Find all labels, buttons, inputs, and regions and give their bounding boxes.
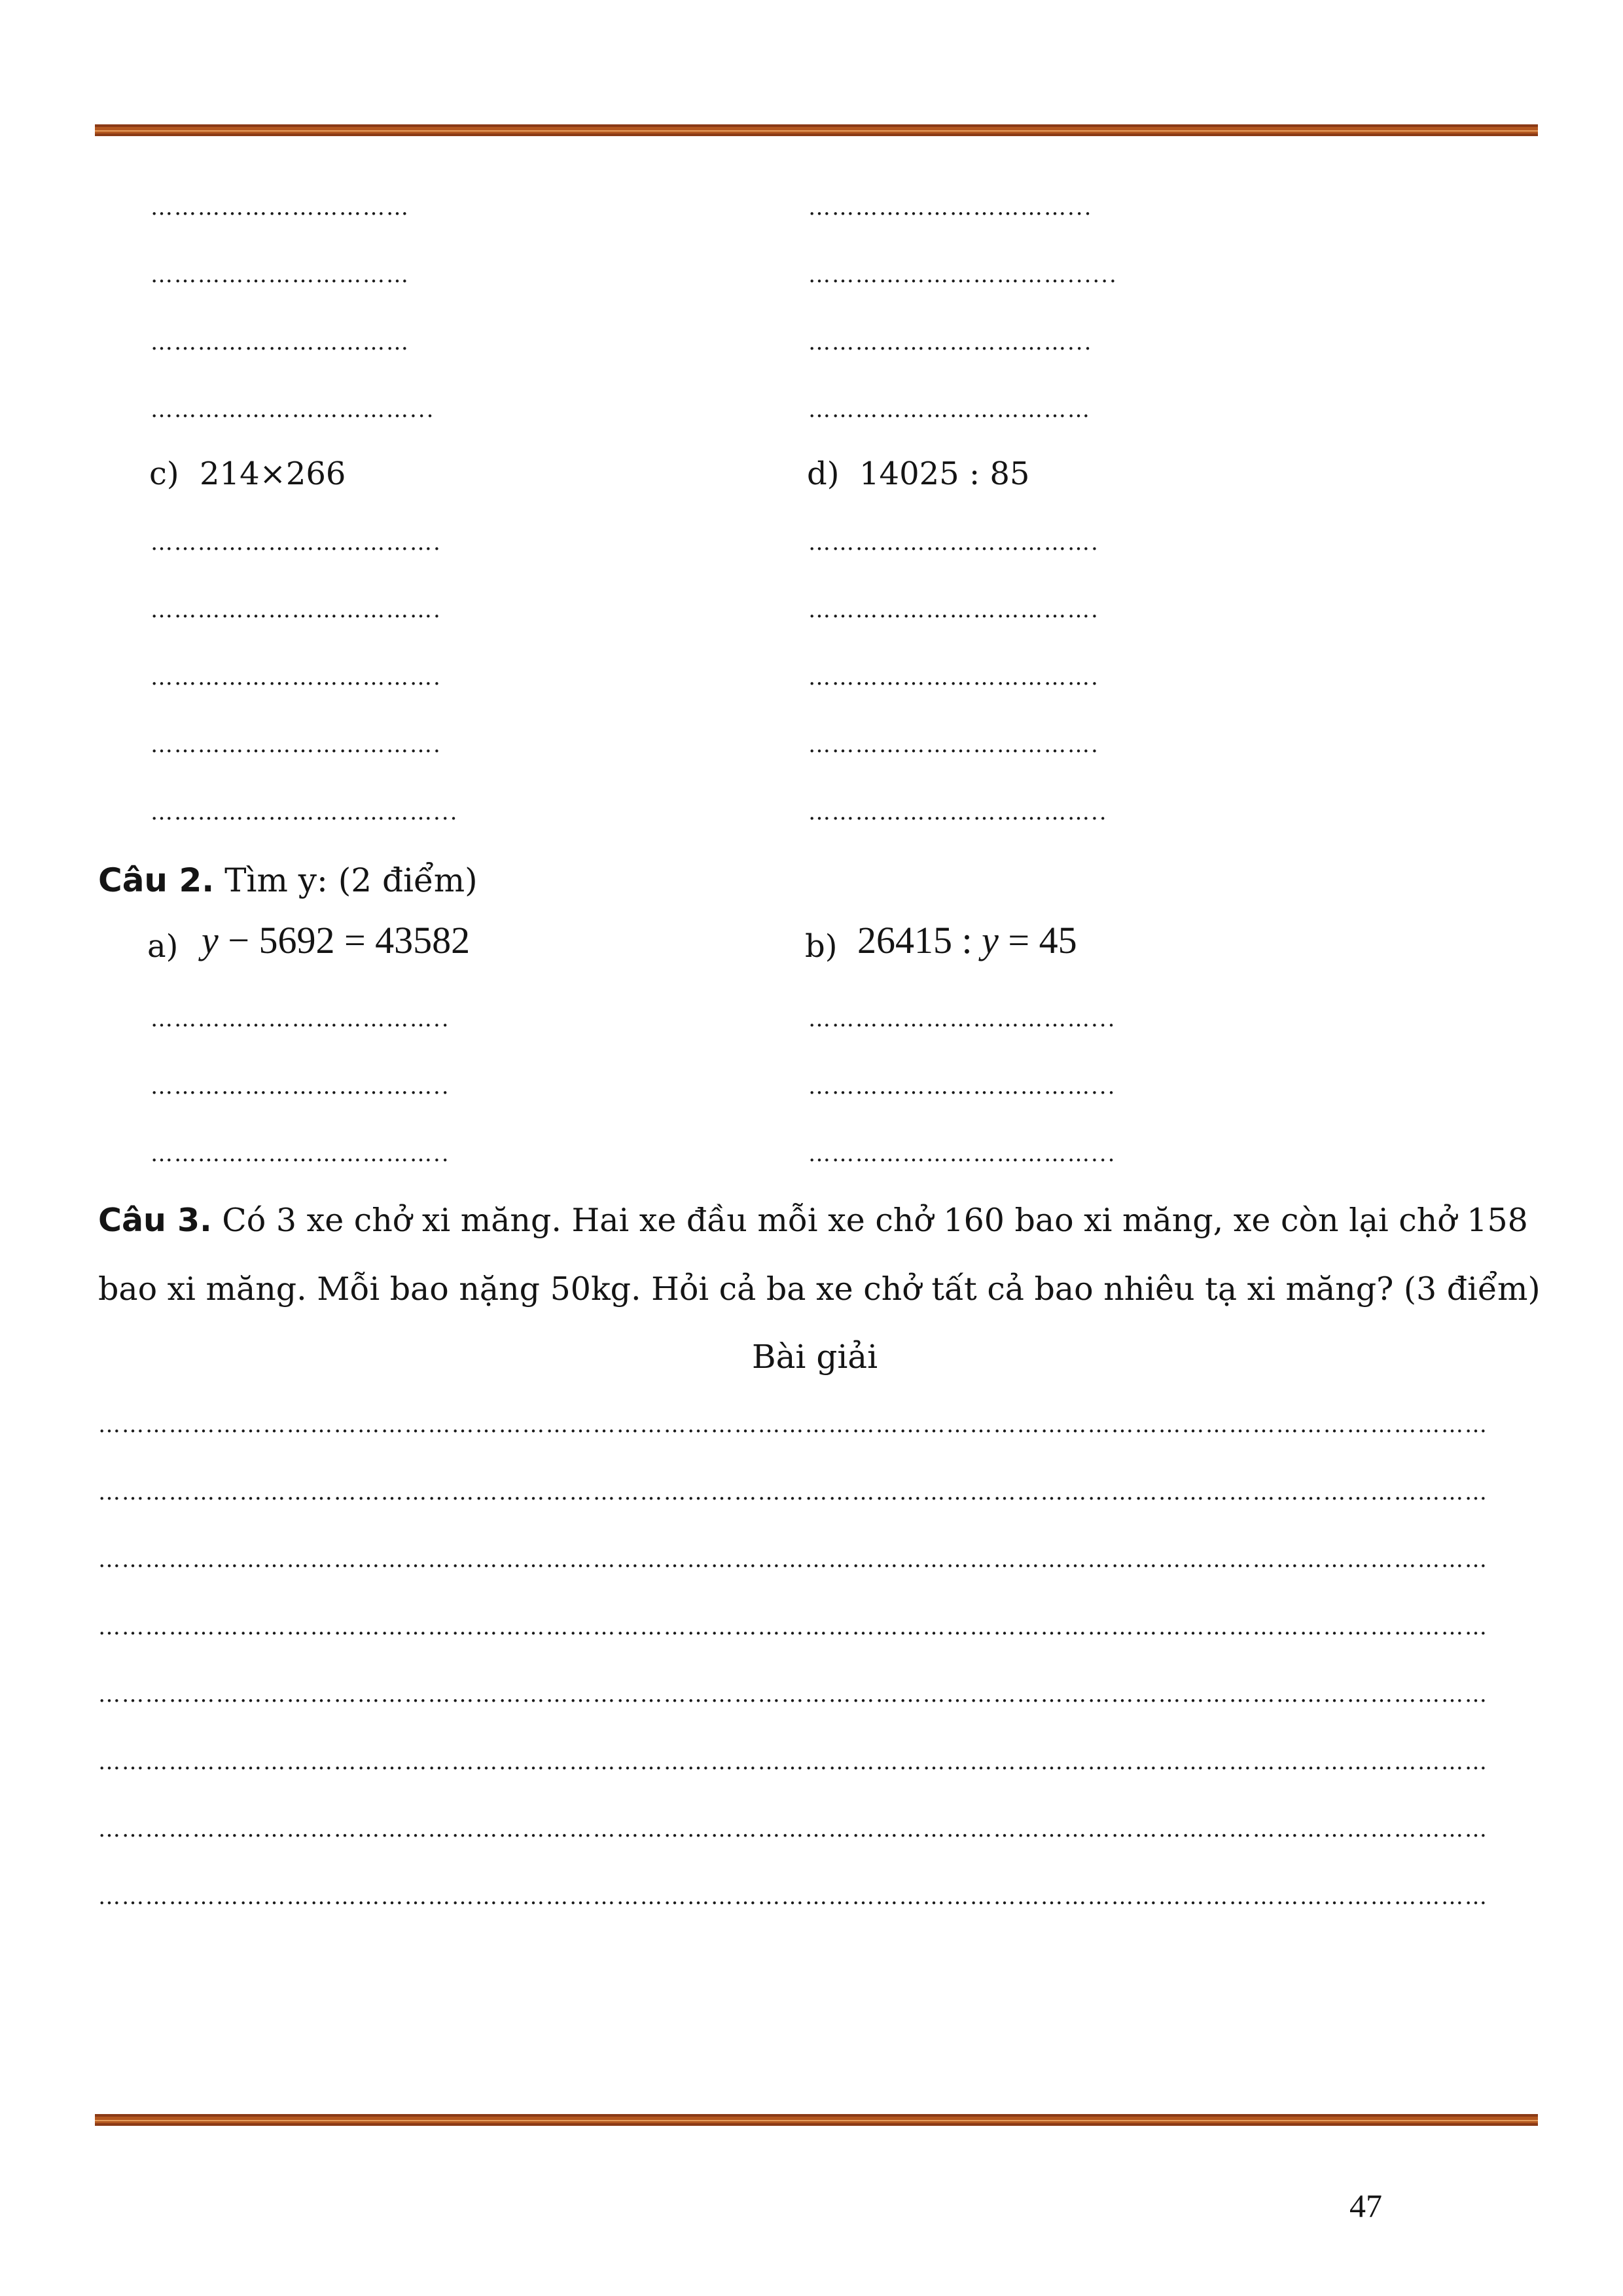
question-2 bbox=[98, 861, 478, 899]
page-number: 47 bbox=[1349, 2187, 1382, 2224]
answer-line: ……………………………... bbox=[151, 399, 435, 421]
answer-line: ………………………………... bbox=[151, 801, 459, 823]
item-a-label: a) bbox=[147, 928, 179, 965]
question-2-text: Tìm y: (2 điểm) bbox=[214, 861, 478, 899]
answer-line: …………………………… bbox=[151, 196, 410, 219]
answer-line: …………………………… bbox=[151, 331, 410, 353]
solution-line: …………………………………………………………………………………………………………………………………………………………… bbox=[98, 1549, 1488, 1571]
answer-line: …………………………… bbox=[151, 264, 410, 286]
answer-line: ………………………………. bbox=[151, 599, 442, 621]
item-c-label: c) bbox=[149, 456, 179, 492]
question-2-heading: Câu 2. bbox=[98, 861, 215, 899]
solution-line: …………………………………………………………………………………………………………………………………………………………… bbox=[98, 1818, 1488, 1840]
answer-line: ……………………………... bbox=[808, 331, 1093, 353]
solution-line: …………………………………………………………………………………………………………………………………………………………… bbox=[98, 1481, 1488, 1503]
solution-line: …………………………………………………………………………………………………………………………………………………………… bbox=[98, 1751, 1488, 1773]
answer-line: ………………………………... bbox=[808, 1075, 1116, 1098]
variable-y: y bbox=[202, 919, 219, 961]
footer-rule bbox=[95, 2114, 1538, 2126]
item-b-equation: 26415 : y = 45 bbox=[857, 919, 1077, 961]
solution-line: …………………………………………………………………………………………………………………………………………………………… bbox=[98, 1886, 1488, 1908]
answer-line: ………………………………. bbox=[808, 666, 1099, 689]
answer-line: ……………………………… bbox=[808, 399, 1091, 421]
answer-line: ……………………………... bbox=[808, 196, 1093, 219]
variable-y: y bbox=[982, 919, 999, 961]
answer-line: ………………………………... bbox=[808, 1008, 1116, 1030]
answer-line: ………………………………. bbox=[151, 734, 442, 756]
item-b-label: b) bbox=[805, 928, 838, 965]
question-3-line-2: bao xi măng. Mỗi bao nặng 50kg. Hỏi cả ba xe chở tất cả bao nhiêu tạ xi măng? (3 điểm) bbox=[98, 1270, 1541, 1308]
answer-line: ……………………………...... bbox=[808, 264, 1118, 286]
answer-line: ……………………………….. bbox=[151, 1008, 450, 1030]
answer-line: ………………………………. bbox=[808, 734, 1099, 756]
header-rule bbox=[95, 124, 1538, 136]
answer-line: ………………………………... bbox=[808, 1143, 1116, 1165]
item-a-equation: y − 5692 = 43582 bbox=[202, 919, 471, 961]
answer-line: ………………………………. bbox=[151, 531, 442, 554]
answer-line: ……………………………….. bbox=[151, 1143, 450, 1165]
answer-line: ………………………………. bbox=[151, 666, 442, 689]
solution-line: …………………………………………………………………………………………………………………………………………………………… bbox=[98, 1616, 1488, 1638]
answer-line: ……………………………….. bbox=[151, 1075, 450, 1098]
question-3-heading: Câu 3. bbox=[98, 1202, 212, 1239]
solution-line: …………………………………………………………………………………………………………………………………………………………… bbox=[98, 1414, 1488, 1436]
solution-line: …………………………………………………………………………………………………………………………………………………………… bbox=[98, 1683, 1488, 1706]
answer-line: ……………………………….. bbox=[808, 801, 1108, 823]
item-d-expression: 14025 : 85 bbox=[859, 456, 1030, 492]
answer-line: ………………………………. bbox=[808, 599, 1099, 621]
answer-line: ………………………………. bbox=[808, 531, 1099, 554]
item-d-label: d) bbox=[807, 456, 840, 492]
item-c-expression: 214×266 bbox=[200, 456, 346, 492]
question-3-line-1: Câu 3. Có 3 xe chở xi măng. Hai xe đầu mỗi xe chở 160 bao xi măng, xe còn lại chở 158 bbox=[98, 1202, 1528, 1239]
solution-title: Bài giải bbox=[751, 1338, 878, 1376]
